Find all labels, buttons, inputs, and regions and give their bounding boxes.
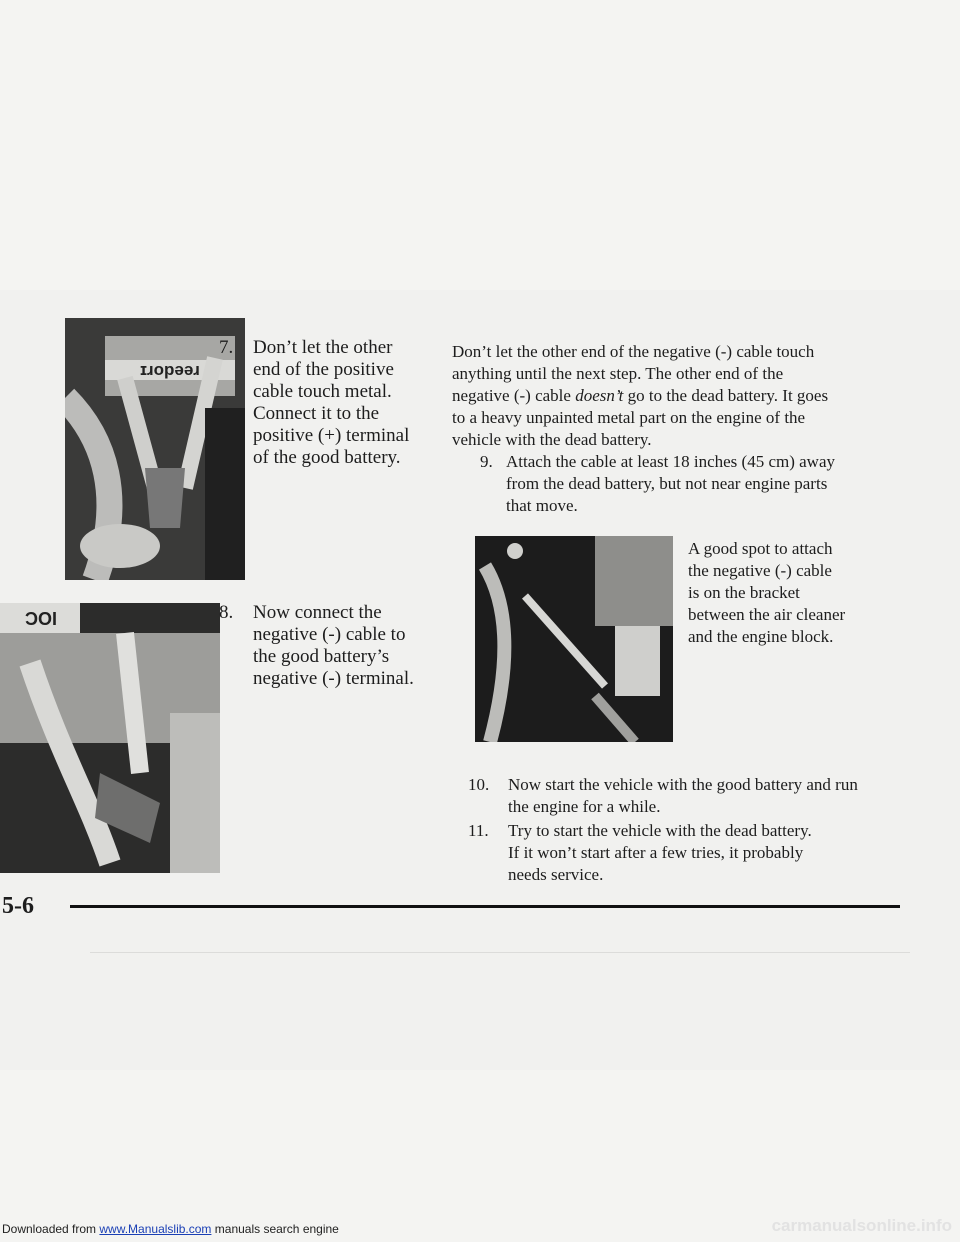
step-8-line: the good battery’s	[253, 646, 390, 667]
step-7-line: positive (+) terminal	[253, 425, 410, 446]
step-10	[468, 774, 918, 818]
clamp-illustration-1	[65, 318, 245, 580]
step-9-line: Attach the cable at least 18 inches (45 cm) away	[506, 452, 836, 471]
caption-line: between the air cleaner	[688, 605, 846, 624]
scan-artifact-line	[90, 952, 910, 953]
intro-line: to a heavy unpainted metal part on the engine of the	[452, 408, 806, 427]
step-8	[219, 602, 429, 690]
step-number: 9.	[480, 452, 493, 471]
footer-rule	[70, 905, 900, 908]
step-11-line: needs service.	[508, 865, 604, 884]
step-7-line: Don’t let the other	[253, 337, 393, 358]
step-10-line: the engine for a while.	[508, 797, 661, 816]
bracket-illustration	[475, 536, 673, 742]
emphasis-doesnt: doesn’t	[575, 386, 624, 405]
download-footer: Downloaded from www.Manualslib.com manuals search engine	[2, 1222, 339, 1236]
step-number: 11.	[468, 821, 489, 840]
manualslib-link[interactable]: www.Manualslib.com	[99, 1222, 212, 1236]
step-7-line: end of the positive	[253, 359, 394, 380]
step-7-line: Connect it to the	[253, 403, 380, 424]
photo-positive-clamp	[65, 318, 245, 580]
intro-line: Don’t let the other end of the negative (-) cable touch	[452, 342, 815, 361]
step-11	[468, 820, 918, 886]
caption-line: the negative (-) cable	[688, 561, 832, 580]
step-10-line: Now start the vehicle with the good battery and run	[508, 775, 858, 794]
intro-line: negative (-) cable doesn’t go to the dead battery. It goes	[452, 386, 829, 405]
step-11-line: If it won’t start after a few tries, it probably	[508, 843, 804, 862]
step-9-line: that move.	[506, 496, 578, 515]
photo-engine-bracket	[475, 536, 673, 742]
step-8-line: negative (-) terminal.	[253, 668, 414, 689]
photo2-label: ƆOI	[25, 609, 58, 629]
intro-line: anything until the next step. The other end of the	[452, 364, 784, 383]
step-number: 7.	[219, 337, 234, 358]
step-7-line: of the good battery.	[253, 447, 401, 468]
photo1-label: ɪɹopəəɹ	[140, 360, 200, 379]
intro-paragraph	[452, 341, 912, 451]
step-7	[219, 337, 419, 469]
intro-line: vehicle with the dead battery.	[452, 430, 652, 449]
step-8-line: Now connect the	[253, 602, 382, 623]
step-number: 10.	[468, 775, 490, 794]
step-11-line: Try to start the vehicle with the dead battery.	[508, 821, 812, 840]
page-number: 5-6	[2, 893, 34, 919]
step-9-line: from the dead battery, but not near engine parts	[506, 474, 828, 493]
clamp-illustration-2	[0, 603, 220, 873]
step-7-line: cable touch metal.	[253, 381, 392, 402]
step-9	[480, 451, 920, 517]
step-number: 8.	[219, 602, 234, 623]
caption-line: and the engine block.	[688, 627, 834, 646]
watermark: carmanualsonline.info	[771, 1216, 952, 1235]
caption-line: is on the bracket	[688, 583, 800, 602]
photo-negative-clamp	[0, 603, 220, 873]
caption-line: A good spot to attach	[688, 539, 833, 558]
bracket-caption	[688, 538, 908, 648]
step-8-line: negative (-) cable to	[253, 624, 406, 645]
